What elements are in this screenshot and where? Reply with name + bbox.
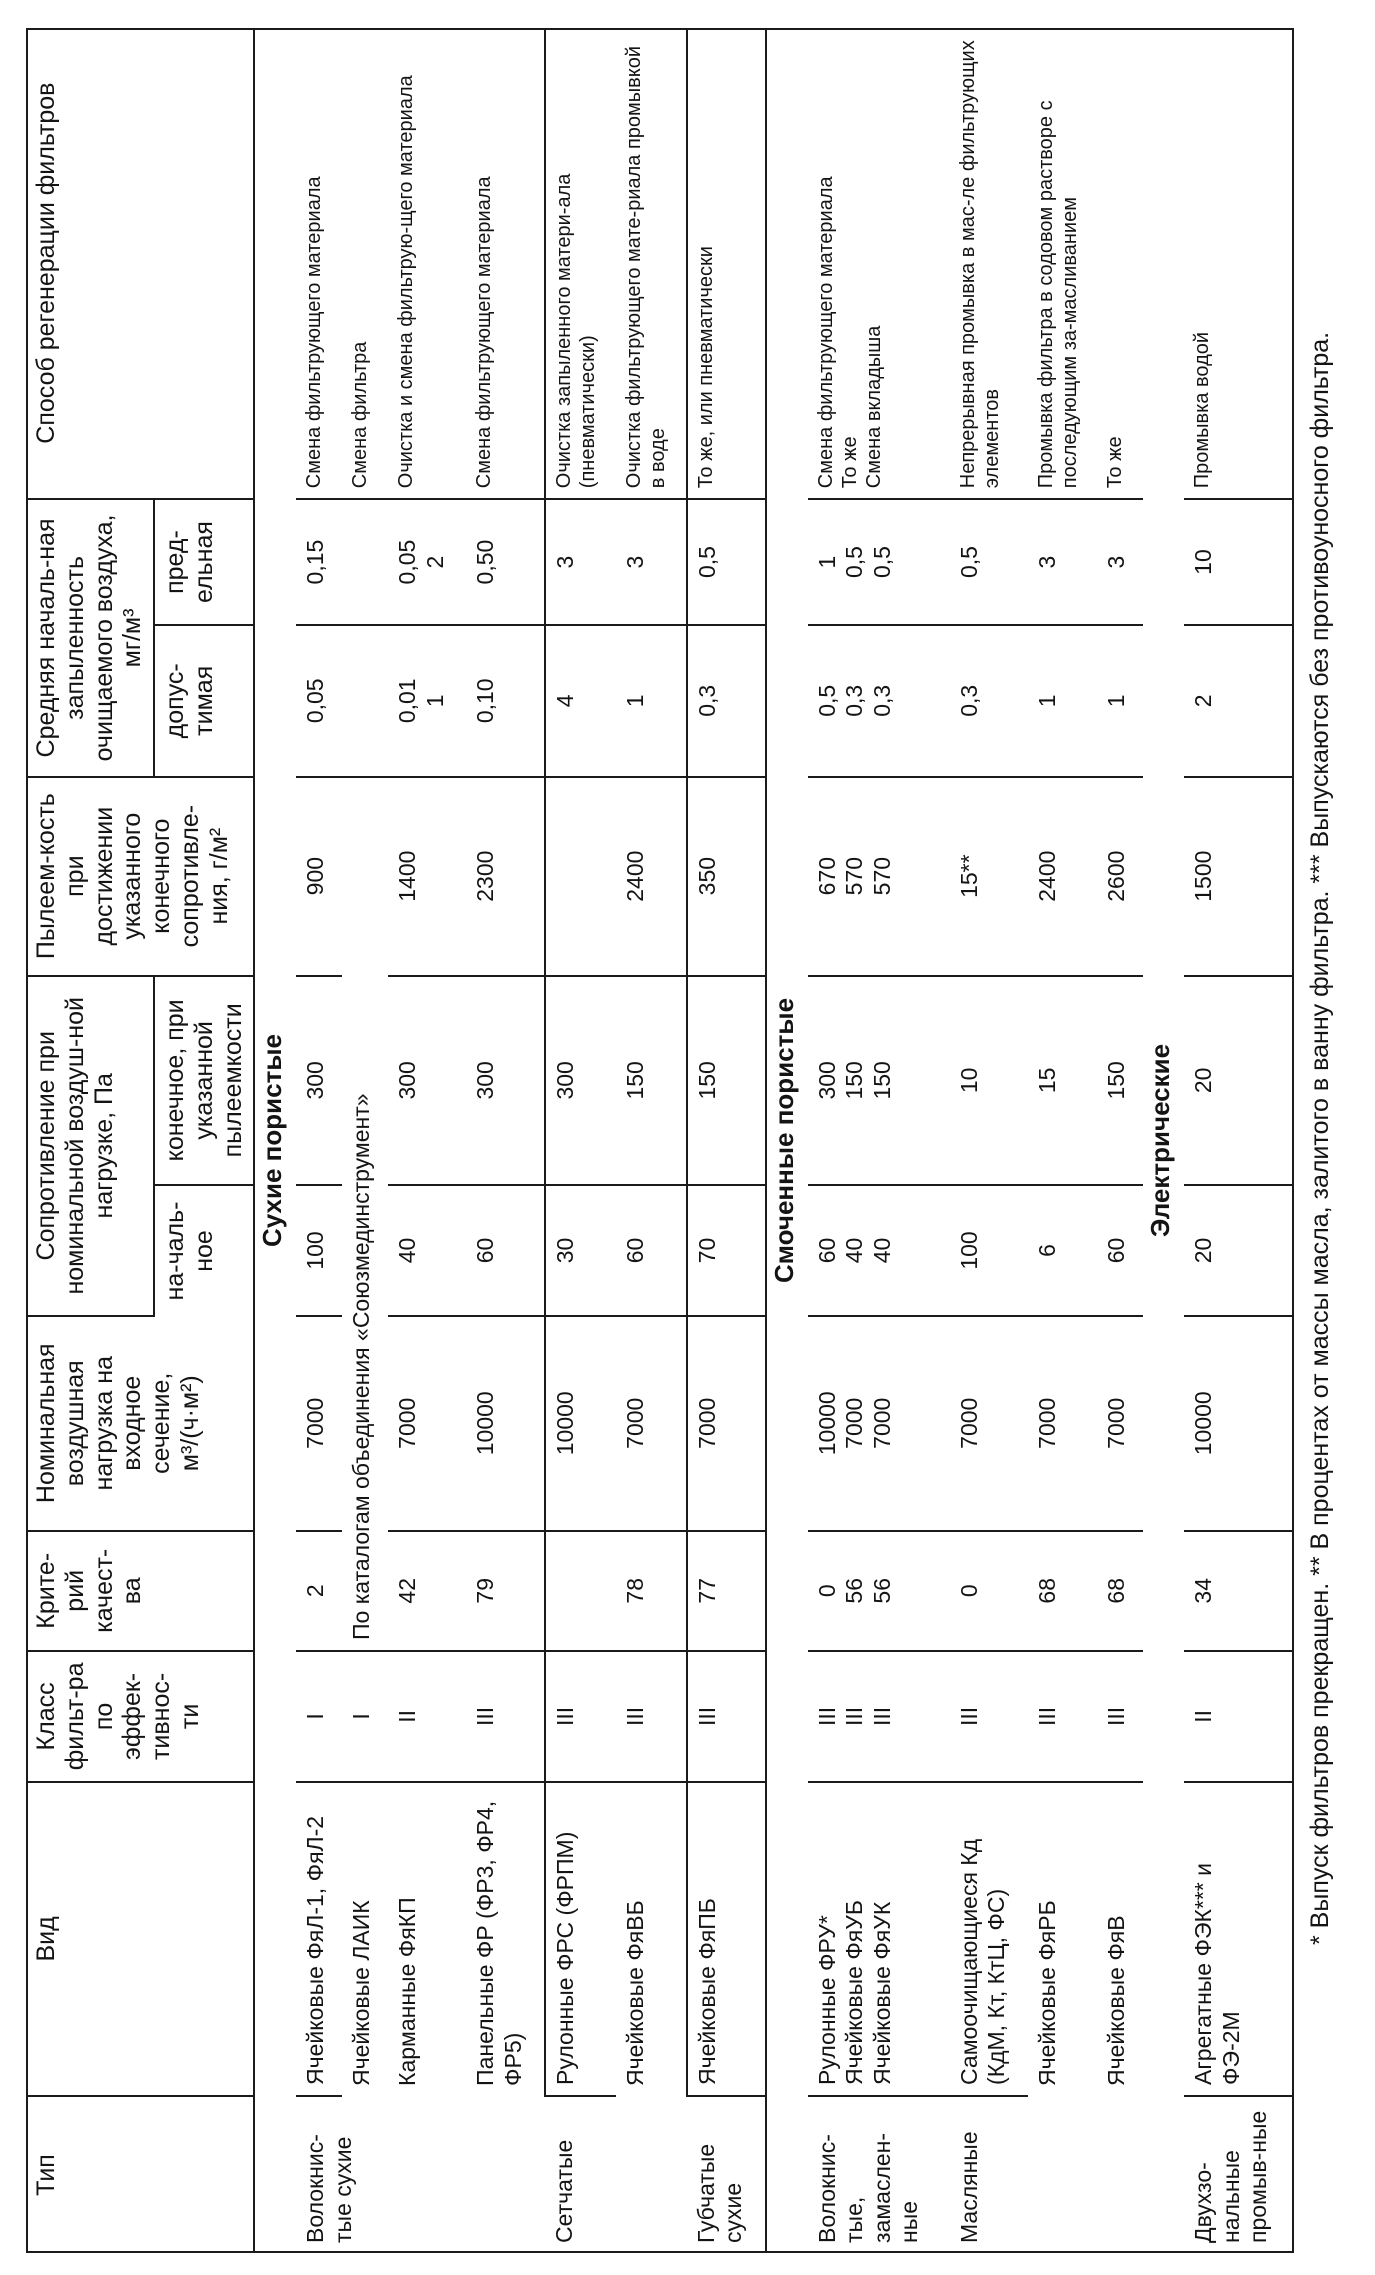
cell-kind: Ячейковые ФяПБ [687, 1782, 766, 2096]
filters-table [26, 28, 1294, 2253]
cell-catalog-note: По каталогам объединения «Союзмединструмент» [342, 777, 388, 1651]
cell-class: III [545, 1651, 616, 1782]
table-row [1097, 28, 1143, 2253]
cell-load: 7000 [296, 1316, 342, 1531]
cell-dust-limit: 1 0,5 0,5 [808, 499, 950, 625]
cell-criterion: 34 [1184, 1531, 1294, 1651]
cell-dust-limit: 3 [545, 499, 616, 625]
cell-dust-capacity: 670 570 570 [808, 777, 950, 976]
table-row [296, 28, 342, 2253]
cell-dust-allowed: 0,5 0,3 0,3 [808, 625, 950, 777]
cell-class: II [388, 1651, 466, 1782]
cell-dust-limit: 3 [1028, 499, 1098, 625]
cell-resistance-final: 300 [466, 976, 545, 1185]
table-row [388, 28, 466, 2253]
table-row [342, 28, 388, 2253]
cell-dust-capacity: 350 [687, 777, 766, 976]
table-row [545, 28, 616, 2253]
header-resistance-final: конечное, при указанной пылеемкости [154, 976, 254, 1185]
cell-resistance-final: 300 150 150 [808, 976, 950, 1185]
cell-criterion: 68 [1028, 1531, 1098, 1651]
cell-dust-allowed: 0,01 1 [388, 625, 466, 777]
cell-class: I [296, 1651, 342, 1782]
cell-resistance-initial: 60 [616, 1185, 687, 1316]
cell-dust-capacity: 2400 [1028, 777, 1098, 976]
cell-resistance-final: 300 [545, 976, 616, 1185]
header-load: Номинальная воздушная нагрузка на входное сечение, м³/(ч·м²) [26, 1316, 254, 1531]
table-row [1184, 28, 1294, 2253]
cell-dust-limit: 0,05 2 [388, 499, 466, 625]
cell-resistance-final: 10 [950, 976, 1028, 1185]
cell-regeneration: Смена фильтра [342, 28, 388, 499]
cell-class: III III III [808, 1651, 950, 1782]
cell-dust-limit: 0,5 [950, 499, 1028, 625]
cell-dust-capacity: 900 [296, 777, 342, 976]
header-class: Класс фильт-ра по эффек-тивнос-ти [26, 1651, 254, 1782]
cell-regeneration: Очистка запыленного матери-ала (пневматически) [545, 28, 616, 499]
cell-dust-limit: 0,5 [687, 499, 766, 625]
cell-load: 7000 [687, 1316, 766, 1531]
cell-regeneration: Очистка и смена фильтрую-щего материала [388, 28, 466, 499]
cell-criterion: 42 [388, 1531, 466, 1651]
cell-dust-limit: 3 [1097, 499, 1143, 625]
cell-class: I [342, 1651, 388, 1782]
cell-class: III [1097, 1651, 1143, 1782]
section-wet-porous: Смоченные пористые [768, 997, 799, 1284]
cell-class: III [1028, 1651, 1098, 1782]
cell-criterion: 77 [687, 1531, 766, 1651]
cell-type: Масляные [955, 2131, 982, 2243]
cell-kind: Ячейковые ФяЛ-1, ФяЛ-2 [296, 1782, 342, 2096]
cell-class: III [466, 1651, 545, 1782]
cell-dust-allowed: 0,05 [296, 625, 342, 777]
cell-kind: Ячейковые ЛАИК [348, 1900, 375, 2086]
cell-load: 10000 [1184, 1316, 1294, 1531]
cell-type: Волокнис-тые сухие [302, 2134, 356, 2243]
cell-kind: Агрегатные ФЭК*** и ФЭ-2М [1184, 1782, 1294, 2096]
table-row [687, 28, 766, 2253]
header-dustiness: Средняя началь-ная запыленность очищаемого воздуха, мг/м³ [26, 499, 154, 776]
cell-load: 7000 [1097, 1316, 1143, 1531]
cell-criterion: 0 56 56 [808, 1531, 950, 1651]
cell-regeneration: Очистка фильтрующего мате-риала промывкой в воде [616, 28, 687, 499]
cell-criterion: 0 [950, 1531, 1028, 1651]
cell-load: 7000 [1028, 1316, 1098, 1531]
cell-class: III [616, 1651, 687, 1782]
cell-resistance-initial: 20 [1184, 1185, 1294, 1316]
header-resistance-initial: на-чаль-ное [154, 1185, 254, 1316]
section-electric: Электрические [1145, 1043, 1176, 1238]
footnote: * Выпуск фильтров прекращен. ** В процентах от массы масла, залитого в ванну фильтра. *** Выпускаются без противоуносного фильтра. [1306, 331, 1334, 1945]
cell-kind: Самоочищающиеся Кд (КдМ, Кт, КтЦ, ФС) [950, 1782, 1028, 2096]
cell-resistance-initial: 30 [545, 1185, 616, 1316]
cell-type: Губчатые сухие [687, 2096, 766, 2253]
table-row [616, 28, 687, 2253]
cell-class: II [1184, 1651, 1294, 1782]
table-row [808, 28, 950, 2253]
cell-dust-capacity: 2300 [466, 777, 545, 976]
cell-dust-capacity: 2600 [1097, 777, 1143, 976]
header-dust-capacity: Пылеем-кость при достижении указанного конечного сопротивле-ния, г/м² [26, 777, 254, 976]
cell-dust-limit: 0,50 [466, 499, 545, 625]
section-dry-porous: Сухие пористые [257, 1034, 288, 1247]
cell-resistance-initial: 60 [1097, 1185, 1143, 1316]
cell-load: 7000 [616, 1316, 687, 1531]
table-row [950, 28, 1028, 2253]
cell-dust-allowed: 1 [616, 625, 687, 777]
cell-kind: Карманные ФяКП [394, 1897, 421, 2086]
cell-criterion: 2 [296, 1531, 342, 1651]
cell-regeneration: Промывка водой [1184, 28, 1294, 499]
cell-dust-allowed: 1 [1028, 625, 1098, 777]
cell-kind: Панельные ФР (ФР3, ФР4, ФР5) [466, 1782, 545, 2096]
cell-dust-capacity: 1400 [388, 777, 466, 976]
cell-load: 10000 [466, 1316, 545, 1531]
cell-load: 10000 [545, 1316, 616, 1531]
header-dust-allowed: допус-тимая [154, 625, 254, 777]
cell-type: Двухзо-нальные промыв-ные [1189, 2110, 1272, 2243]
cell-resistance-final: 150 [616, 976, 687, 1185]
table-row [1028, 28, 1098, 2253]
cell-resistance-final: 150 [687, 976, 766, 1185]
cell-regeneration: Смена фильтрующего материала То же Смена вкладыша [808, 28, 950, 499]
cell-regeneration: То же, или пневматически [687, 28, 766, 499]
header-criterion: Крите-рий качест-ва [26, 1531, 254, 1651]
cell-regeneration: То же [1097, 28, 1143, 499]
table-row [466, 28, 545, 2253]
header-type: Тип [26, 2096, 254, 2253]
cell-criterion: 68 [1097, 1531, 1143, 1651]
cell-load: 10000 7000 7000 [808, 1316, 950, 1531]
cell-dust-allowed: 0,3 [687, 625, 766, 777]
cell-dust-capacity: 1500 [1184, 777, 1294, 976]
cell-dust-limit: 10 [1184, 499, 1294, 625]
cell-resistance-initial: 60 [466, 1185, 545, 1316]
cell-resistance-final: 300 [296, 976, 342, 1185]
cell-resistance-initial: 60 40 40 [808, 1185, 950, 1316]
header-resistance: Сопротивление при номинальной воздуш-ной нагрузке, Па [26, 976, 154, 1316]
cell-resistance-initial: 40 [388, 1185, 466, 1316]
cell-regeneration: Смена фильтрующего материала [296, 28, 342, 499]
header-dust-limit: пред-ельная [154, 499, 254, 625]
cell-resistance-initial: 70 [687, 1185, 766, 1316]
cell-criterion: 78 [616, 1531, 687, 1651]
cell-regeneration: Непрерывная промывка в мас-ле фильтрующих элементов [950, 28, 1028, 499]
header-kind: Вид [26, 1782, 254, 2096]
cell-dust-limit: 0,15 [296, 499, 342, 625]
cell-kind: Рулонные ФРС (ФРПМ) [545, 1782, 616, 2096]
cell-type: Волокнис-тые, замаслен-ные [813, 2132, 923, 2243]
cell-type: Сетчатые [551, 2139, 578, 2243]
cell-dust-limit: 3 [616, 499, 687, 625]
cell-load: 7000 [388, 1316, 466, 1531]
cell-resistance-final: 300 [388, 976, 466, 1185]
cell-dust-allowed: 0,10 [466, 625, 545, 777]
cell-dust-allowed: 4 [545, 625, 616, 777]
cell-criterion: 79 [466, 1531, 545, 1651]
cell-resistance-final: 15 [1028, 976, 1098, 1185]
cell-dust-allowed: 1 [1097, 625, 1143, 777]
cell-resistance-initial: 6 [1028, 1185, 1098, 1316]
cell-resistance-final: 150 [1097, 976, 1143, 1185]
cell-resistance-initial: 100 [296, 1185, 342, 1316]
cell-dust-capacity: 15** [950, 777, 1028, 976]
cell-kind: Ячейковые ФяРБ [1033, 1900, 1060, 2086]
cell-dust-allowed: 2 [1184, 625, 1294, 777]
cell-kind: Рулонные ФРУ* Ячейковые ФяУБ Ячейковые ФяУК [808, 1782, 950, 2096]
cell-resistance-initial: 100 [950, 1185, 1028, 1316]
cell-regeneration: Смена фильтрующего материала [466, 28, 545, 499]
cell-kind: Ячейковые ФяВБ [616, 1782, 687, 2096]
cell-dust-allowed: 0,3 [950, 625, 1028, 777]
cell-dust-capacity: 2400 [616, 777, 687, 976]
header-regeneration: Способ регенерации фильтров [26, 28, 254, 499]
cell-kind: Ячейковые ФяВ [1103, 1915, 1130, 2086]
cell-regeneration: Промывка фильтра в содовом растворе с последующим за-масливанием [1028, 28, 1098, 499]
cell-resistance-final: 20 [1184, 976, 1294, 1185]
cell-load: 7000 [950, 1316, 1028, 1531]
cell-class: III [950, 1651, 1028, 1782]
cell-class: III [687, 1651, 766, 1782]
